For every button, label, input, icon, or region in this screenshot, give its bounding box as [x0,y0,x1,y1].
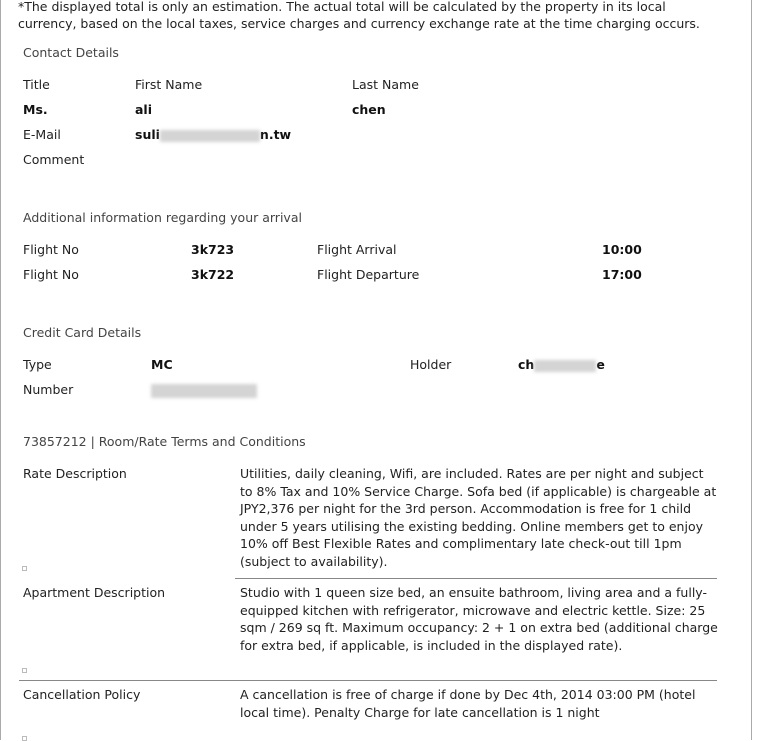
title-label: Title [23,77,50,92]
flight-departure-value: 17:00 [602,267,642,282]
card-type-label: Type [23,357,52,372]
divider [19,680,717,681]
estimation-notice: *The displayed total is only an estimation. The actual total will be calculated by the property in its local currency, based on the local taxes, service charges and currency exchange rate at the time charging occurs. [18,0,700,31]
comment-label: Comment [23,152,85,167]
flight-no-label: Flight No [23,242,79,257]
flight-arrival-label: Flight Arrival [317,242,397,257]
card-holder-value [518,357,605,372]
title-value: Ms. [23,102,48,117]
cancellation-policy-text: A cancellation is free of charge if done by Dec 4th, 2014 03:00 PM (hotel local time). Penalty Charge for late cancellation is 1 night [240,687,696,720]
contact-details-heading: Contact Details [23,45,119,60]
cancellation-policy-label: Cancellation Policy [23,687,141,702]
rate-description-label: Rate Description [23,466,127,481]
holder-prefix: ch [518,357,535,372]
flight-no-label: Flight No [23,267,79,282]
row-marker [22,566,27,571]
rate-description-text: Utilities, daily cleaning, Wifi, are included. Rates are per night and subject to 8% Tax and 10% Service Charge. Sofa bed (if applicable) is chargeable at JPY2,376 per night for the 3rd person. Accommodation is free for 1 child under 5 years utilising the existing bedding. Online members get to enjoy 10% off Best Flexible Rates and complimentary late check-out till 1pm (subject to availability). [240,466,717,569]
first-name-value: ali [135,102,153,117]
arrival-heading: Additional information regarding your arrival [23,210,302,225]
terms-heading: 73857212 | Room/Rate Terms and Conditions [23,434,306,449]
flight-no-value: 3k722 [191,267,235,282]
first-name-label: First Name [135,77,203,92]
email-value [135,127,291,142]
apartment-description-label: Apartment Description [23,585,166,600]
holder-redaction [534,360,596,372]
card-number-label: Number [23,382,74,397]
flight-departure-label: Flight Departure [317,267,420,282]
email-prefix: suli [135,127,160,142]
holder-suffix: e [596,357,605,372]
last-name-label: Last Name [352,77,419,92]
card-number-redaction [151,383,257,398]
divider [235,578,717,579]
row-marker [22,668,27,673]
email-label: E-Mail [23,127,61,142]
flight-no-value: 3k723 [191,242,235,257]
credit-card-heading: Credit Card Details [23,325,142,340]
card-type-value: MC [151,357,173,372]
apartment-description-text: Studio with 1 queen size bed, an ensuite bathroom, living area and a fully-equipped kitchen with refrigerator, microwave and electric kettle. Size: 25 sqm / 269 sq ft. Maximum occupancy: 2 + 1 on extra bed (additional charge for extra bed, if applicable, is included in the displayed rate). [240,585,718,653]
flight-arrival-value: 10:00 [602,242,642,257]
email-suffix: n.tw [259,127,292,142]
card-holder-label: Holder [410,357,452,372]
last-name-value: chen [352,102,386,117]
email-redaction [160,130,260,142]
row-marker [22,736,27,741]
